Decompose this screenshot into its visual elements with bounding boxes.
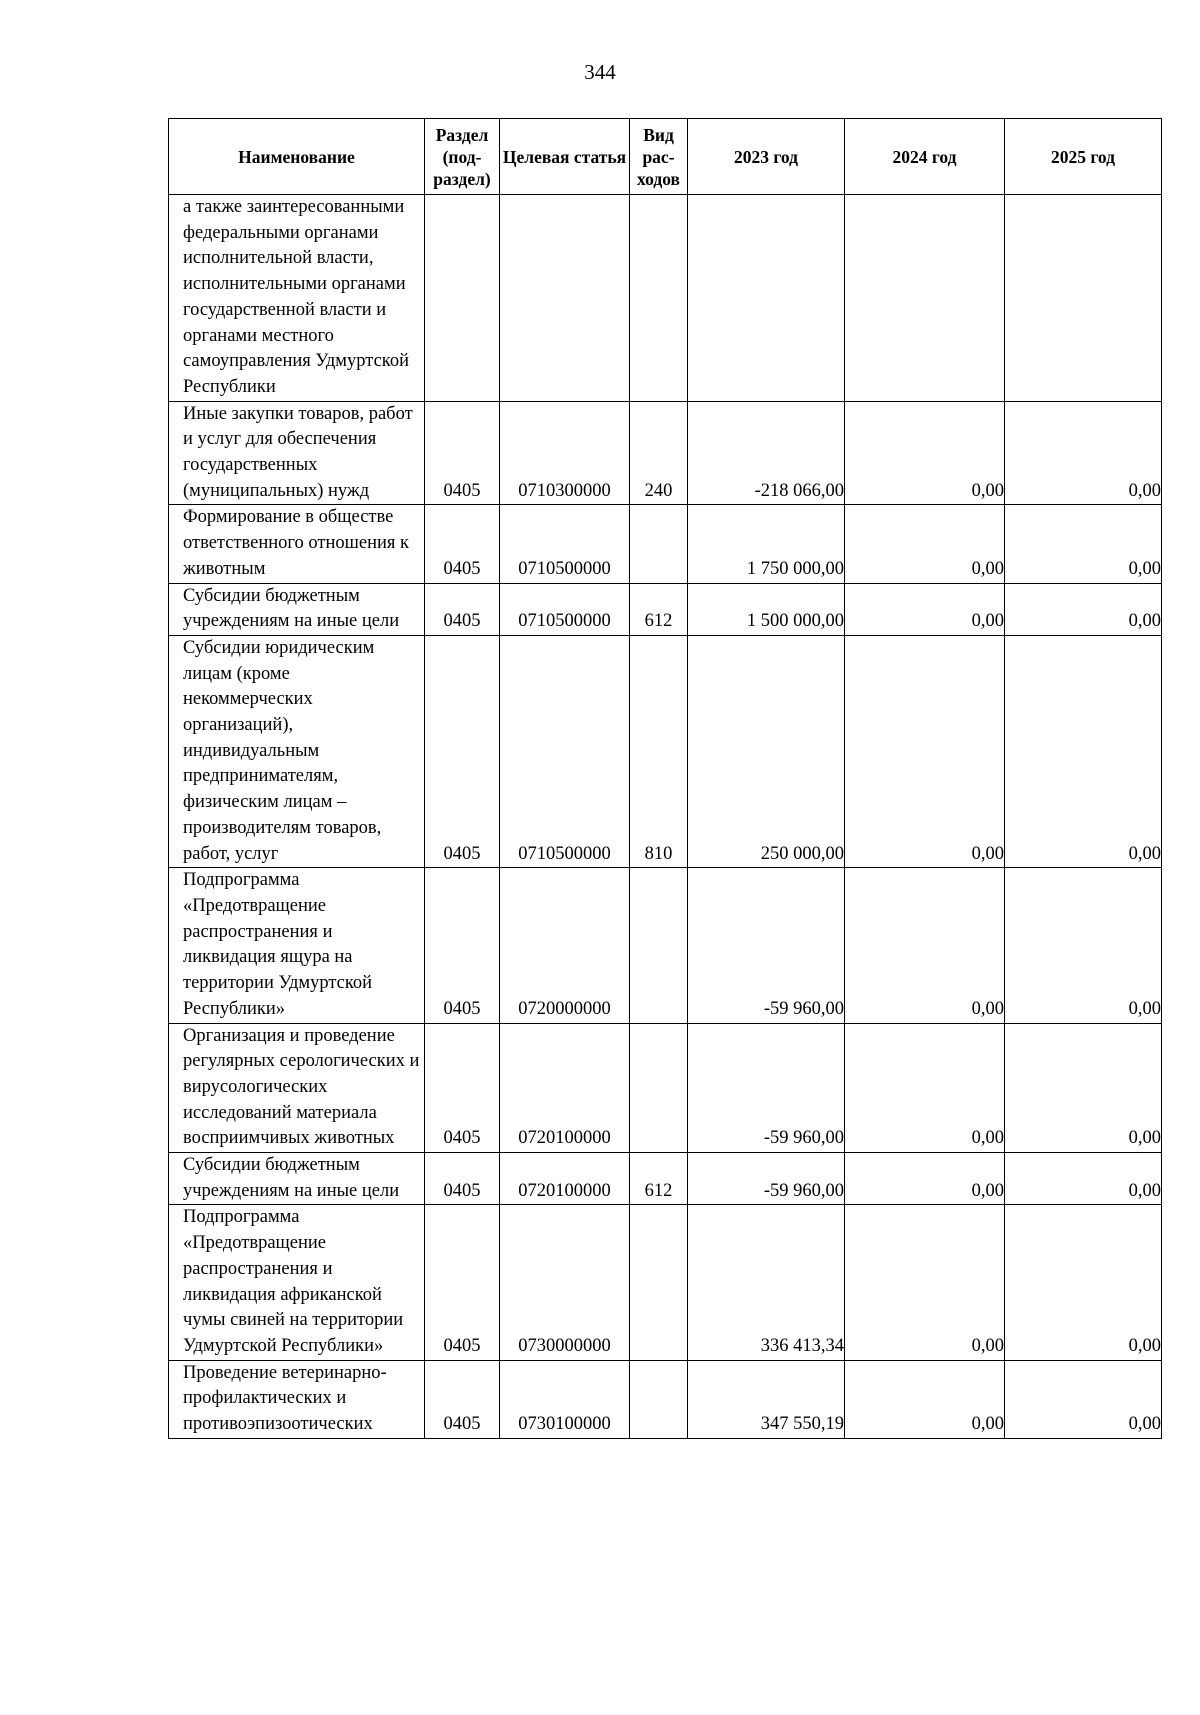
row-target: 0730000000: [500, 1205, 630, 1360]
header-2025: 2025 год: [1005, 119, 1162, 195]
row-2023: 347 550,19: [688, 1360, 845, 1438]
row-2025: 0,00: [1005, 505, 1162, 583]
row-section: [425, 195, 500, 402]
row-section: 0405: [425, 1205, 500, 1360]
row-name: Иные закупки товаров, работ и услуг для обеспечения государственных (муниципальных) нужд: [169, 401, 425, 505]
header-kind: Вид рас-ходов: [630, 119, 688, 195]
table-row: [169, 1205, 1162, 1360]
row-target: 0720100000: [500, 1023, 630, 1153]
row-kind: [630, 868, 688, 1023]
row-2024: 0,00: [845, 583, 1005, 635]
row-name: Организация и проведение регулярных серологических и вирусологических исследований материала восприимчивых животных: [169, 1023, 425, 1153]
row-kind: 810: [630, 635, 688, 867]
row-kind: 240: [630, 401, 688, 505]
row-name: Подпрограмма «Предотвращение распространения и ликвидация ящура на территории Удмуртской Республики»: [169, 868, 425, 1023]
page-number: 344: [584, 60, 616, 84]
row-2025: 0,00: [1005, 583, 1162, 635]
row-2024: 0,00: [845, 868, 1005, 1023]
row-2024: 0,00: [845, 635, 1005, 867]
row-2024: 0,00: [845, 401, 1005, 505]
table-row: [169, 583, 1162, 635]
row-target: 0710500000: [500, 583, 630, 635]
row-2024: 0,00: [845, 1205, 1005, 1360]
row-target: 0710500000: [500, 635, 630, 867]
row-2024: [845, 195, 1005, 402]
row-2023: 1 500 000,00: [688, 583, 845, 635]
row-2025: 0,00: [1005, 868, 1162, 1023]
row-kind: [630, 1360, 688, 1438]
row-2024: 0,00: [845, 505, 1005, 583]
row-kind: [630, 1023, 688, 1153]
row-2023: [688, 195, 845, 402]
row-target: 0720100000: [500, 1153, 630, 1205]
row-2025: 0,00: [1005, 401, 1162, 505]
budget-table-container: [168, 118, 1162, 1439]
row-section: 0405: [425, 1153, 500, 1205]
row-2024: 0,00: [845, 1360, 1005, 1438]
row-target: 0710500000: [500, 505, 630, 583]
row-2024: 0,00: [845, 1153, 1005, 1205]
row-section: 0405: [425, 583, 500, 635]
row-2023: -59 960,00: [688, 1153, 845, 1205]
table-row: [169, 868, 1162, 1023]
row-2025: 0,00: [1005, 1360, 1162, 1438]
row-2025: 0,00: [1005, 635, 1162, 867]
row-target: 0710300000: [500, 401, 630, 505]
row-section: 0405: [425, 1023, 500, 1153]
header-section: Раздел (под-раздел): [425, 119, 500, 195]
header-2024: 2024 год: [845, 119, 1005, 195]
table-row: [169, 401, 1162, 505]
row-name: Формирование в обществе ответственного отношения к животным: [169, 505, 425, 583]
row-name: Подпрограмма «Предотвращение распространения и ликвидация африканской чумы свиней на территории Удмуртской Республики»: [169, 1205, 425, 1360]
row-name: Проведение ветеринарно-профилактических и противоэпизоотических: [169, 1360, 425, 1438]
row-kind: [630, 1205, 688, 1360]
row-name: а также заинтересованными федеральными органами исполнительной власти, исполнительными органами государственной власти и органами местного самоуправления Удмуртской Республики: [169, 195, 425, 402]
row-target: 0730100000: [500, 1360, 630, 1438]
row-2023: -59 960,00: [688, 868, 845, 1023]
row-section: 0405: [425, 505, 500, 583]
table-row: [169, 505, 1162, 583]
row-2023: 336 413,34: [688, 1205, 845, 1360]
row-2023: 1 750 000,00: [688, 505, 845, 583]
row-kind: 612: [630, 1153, 688, 1205]
table-row: [169, 635, 1162, 867]
row-kind: [630, 195, 688, 402]
budget-table: [168, 118, 1162, 1439]
row-kind: 612: [630, 583, 688, 635]
row-target: 0720000000: [500, 868, 630, 1023]
header-target: Целевая статья: [500, 119, 630, 195]
header-name: Наименование: [169, 119, 425, 195]
table-row: [169, 195, 1162, 402]
table-row: [169, 1153, 1162, 1205]
row-2025: 0,00: [1005, 1205, 1162, 1360]
row-2025: 0,00: [1005, 1153, 1162, 1205]
table-header-row: [169, 119, 1162, 195]
row-2025: 0,00: [1005, 1023, 1162, 1153]
row-kind: [630, 505, 688, 583]
row-2025: [1005, 195, 1162, 402]
row-2023: -218 066,00: [688, 401, 845, 505]
row-2024: 0,00: [845, 1023, 1005, 1153]
row-name: Субсидии бюджетным учреждениям на иные цели: [169, 583, 425, 635]
row-section: 0405: [425, 868, 500, 1023]
row-name: Субсидии бюджетным учреждениям на иные цели: [169, 1153, 425, 1205]
row-2023: 250 000,00: [688, 635, 845, 867]
row-name: Субсидии юридическим лицам (кроме некоммерческих организаций), индивидуальным предпринимателям, физическим лицам – производителям товаров, работ, услуг: [169, 635, 425, 867]
row-section: 0405: [425, 401, 500, 505]
table-row: [169, 1360, 1162, 1438]
row-section: 0405: [425, 1360, 500, 1438]
row-2023: -59 960,00: [688, 1023, 845, 1153]
header-2023: 2023 год: [688, 119, 845, 195]
row-section: 0405: [425, 635, 500, 867]
table-row: [169, 1023, 1162, 1153]
row-target: [500, 195, 630, 402]
